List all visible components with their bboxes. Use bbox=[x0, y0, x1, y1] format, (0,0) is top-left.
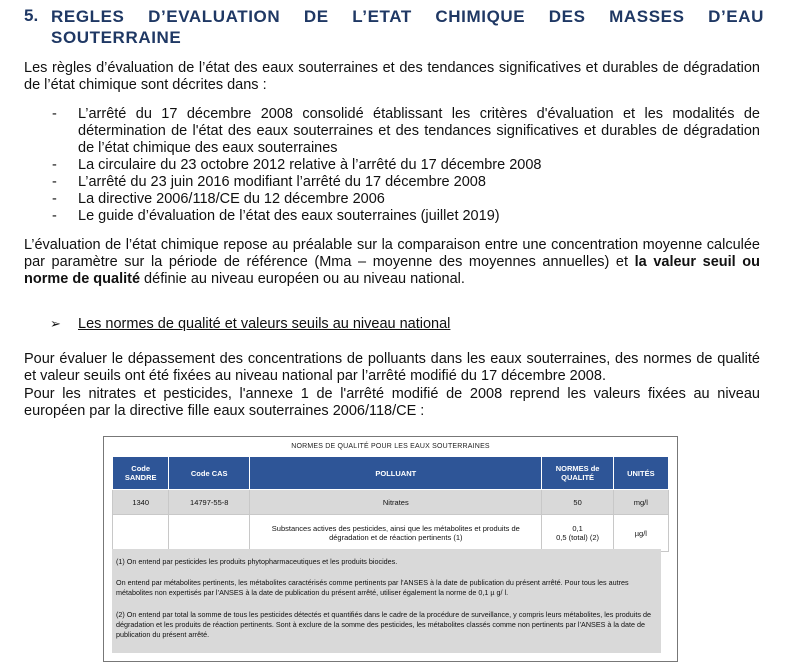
col-header: POLLUANT bbox=[250, 457, 542, 490]
cell-unite: µg/l bbox=[613, 515, 668, 552]
list-item: - La directive 2006/118/CE du 12 décembre 2006 bbox=[52, 191, 385, 207]
dash-bullet: - bbox=[52, 157, 57, 173]
cell-unite: mg/l bbox=[613, 490, 668, 515]
list-item: - L’arrêté du 23 juin 2016 modifiant l’arrêté du 17 décembre 2008 bbox=[52, 174, 486, 190]
col-header: UNITÉS bbox=[613, 457, 668, 490]
intro-paragraph: Les règles d’évaluation de l’état des eaux souterraines et des tendances significatives et durables de dégradation de l’état chimique sont décrites dans : bbox=[24, 60, 760, 93]
section-number: 5. bbox=[24, 6, 39, 25]
table-title: NORMES DE QUALITÉ POUR LES EAUX SOUTERRAINES bbox=[291, 443, 490, 450]
dash-bullet: - bbox=[52, 208, 57, 224]
list-item: - L’arrêté du 17 décembre 2008 consolidé établissant les critères d'évaluation et les modalités de détermination de l'état des eaux souterraines et des tendances significatives et durables de dégradation de l’état chimique des eaux souterraines bbox=[52, 106, 760, 156]
emphasis-text: la valeur seuil ou norme de qualité bbox=[24, 254, 760, 287]
col-header: Code CAS bbox=[169, 457, 250, 490]
note-2: (2) On entend par total la somme de tous les pesticides détectés et quantifiés dans le cadre de la procédure de surveillance, y compris leurs métabolites, les produits de dégradation et les produits de réaction pertinents. Sont à exclure de la somme des pesticides, les métabolites classés comme non pertinents par l’ANSES à la date de publication du présent arrêté. bbox=[116, 610, 651, 639]
section-heading bbox=[24, 6, 764, 48]
reference-list bbox=[24, 106, 760, 225]
note-1: (1) On entend par pesticides les produits phytopharmaceutiques et les produits biocides. bbox=[116, 557, 398, 566]
evaluation-paragraph: L’évaluation de l’état chimique repose au préalable sur la comparaison entre une concentration moyenne calculée par paramètre sur la période de référence (Mma – moyenne des moyennes annuelles) et la valeur seuil ou norme de qualité définie au niveau européen ou au niveau national. bbox=[24, 237, 760, 287]
note-metabolites: On entend par métabolites pertinents, les métabolites caractérisés comme pertinents par l’ANSES à la date de publication du présent arrêté. Pour tous les autres métabolites non expertisés par l’ANSES à la date de publication du présent arrêté, utiliser également la norme de 0,1 µ g/ l. bbox=[116, 578, 629, 597]
list-item: - La circulaire du 23 octobre 2012 relative à l’arrêté du 17 décembre 2008 bbox=[52, 157, 542, 173]
list-item: - Le guide d’évaluation de l’état des eaux souterraines (juillet 2019) bbox=[52, 208, 500, 224]
dash-bullet: - bbox=[52, 106, 57, 122]
cell-cas: 14797-55-8 bbox=[169, 490, 250, 515]
cell-norme: 0,1 0,5 (total) (2) bbox=[542, 515, 613, 552]
dash-bullet: - bbox=[52, 174, 57, 190]
col-header: Code SANDRE bbox=[113, 457, 169, 490]
table-notes bbox=[112, 549, 661, 653]
nitrates-paragraph: Pour les nitrates et pesticides, l'annexe 1 de l'arrêté modifié de 2008 reprend les valeurs fixées au niveau européen par la directive fille eaux souterraines 2006/118/CE : bbox=[24, 386, 760, 419]
cell-cas bbox=[169, 515, 250, 552]
table-header-row bbox=[113, 457, 669, 490]
cell-polluant: Nitrates bbox=[250, 490, 542, 515]
dash-bullet: - bbox=[52, 191, 57, 207]
section-title: REGLES D’EVALUATION DE L’ETAT CHIMIQUE DES MASSES D’EAU SOUTERRAINE bbox=[51, 7, 764, 47]
norms-table bbox=[112, 456, 669, 552]
cell-polluant: Substances actives des pesticides, ainsi que les métabolites et produits de dégradation et de réaction pertinents (1) bbox=[250, 515, 542, 552]
cell-norme: 50 bbox=[542, 490, 613, 515]
table-row bbox=[113, 515, 669, 552]
cell-sandre: 1340 bbox=[113, 490, 169, 515]
table-row bbox=[113, 490, 669, 515]
arrowhead-icon: ➢ bbox=[50, 316, 61, 331]
thresholds-paragraph: Pour évaluer le dépassement des concentrations de polluants dans les eaux souterraines, des normes de qualité et valeur seuils ont été fixées au niveau national par l’arrêté modifié du 17 décembre 2008. bbox=[24, 351, 760, 384]
subheading-label: Les normes de qualité et valeurs seuils au niveau national bbox=[78, 316, 451, 332]
norms-table-figure bbox=[103, 436, 678, 662]
cell-sandre bbox=[113, 515, 169, 552]
col-header: NORMES de QUALITÉ bbox=[542, 457, 613, 490]
